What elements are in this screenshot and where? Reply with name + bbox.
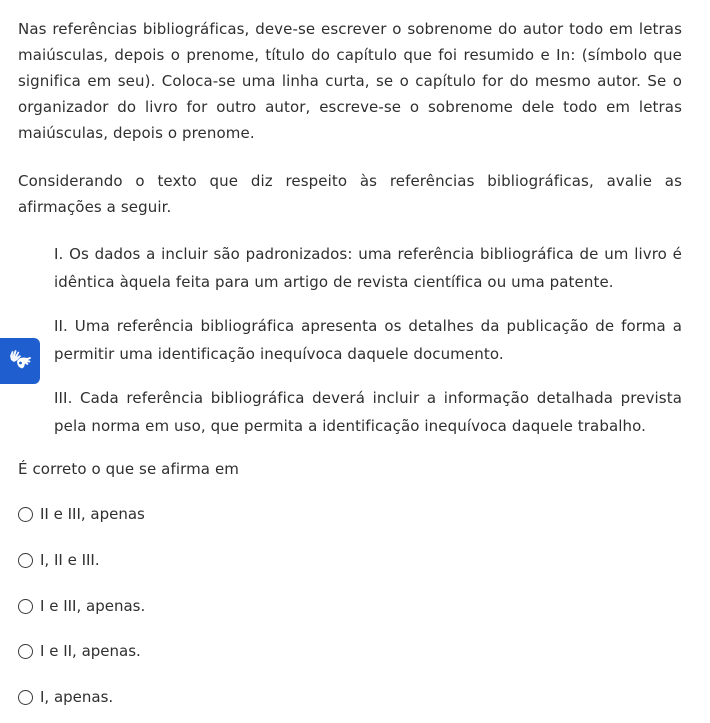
- statement-iii: III. Cada referência bibliográfica deverá incluir a informação detalhada prevista pela norma em uso, que permita a identificação inequívoca daquele trabalho.: [54, 389, 682, 435]
- question-instruction-text: Considerando o texto que diz respeito às referências bibliográficas, avalie as afirmações a seguir.: [18, 172, 682, 216]
- radio-button[interactable]: [18, 690, 33, 705]
- answer-option-e[interactable]: [18, 686, 113, 708]
- radio-button[interactable]: [18, 599, 33, 614]
- answer-option-label: I, II e III.: [40, 551, 100, 569]
- question-intro-text: Nas referências bibliográficas, deve-se escrever o sobrenome do autor todo em letras maiúsculas, depois o prenome, título do capítulo que foi resumido e In: (símbolo que significa em seu). Coloca-se uma linha curta, se o capítulo for do mesmo autor. Se o organizador do livro for outro autor, escreve-se o sobrenome dele todo em letras maiúsculas, depois o prenome.: [18, 20, 682, 142]
- statement-ii: II. Uma referência bibliográfica apresenta os detalhes da publicação de forma a permitir uma identificação inequívoca daquele documento.: [54, 317, 682, 363]
- answer-option-label: I e III, apenas.: [40, 597, 146, 615]
- answer-option-label: I e II, apenas.: [40, 642, 141, 660]
- answer-option-c[interactable]: [18, 595, 145, 617]
- radio-button[interactable]: [18, 644, 33, 659]
- answer-option-a[interactable]: [18, 503, 145, 525]
- answer-option-b[interactable]: [18, 549, 100, 571]
- statement-i: I. Os dados a incluir são padronizados: uma referência bibliográfica de um livro é idêntica àquela feita para um artigo de revista científica ou uma patente.: [54, 245, 682, 291]
- sign-language-hands-icon: [6, 347, 34, 375]
- answer-option-d[interactable]: [18, 640, 141, 662]
- vlibras-accessibility-button[interactable]: [0, 338, 40, 384]
- question-prompt: É correto o que se afirma em: [18, 460, 240, 478]
- radio-button[interactable]: [18, 507, 33, 522]
- answer-option-label: II e III, apenas: [40, 505, 145, 523]
- answer-option-label: I, apenas.: [40, 688, 114, 706]
- radio-button[interactable]: [18, 553, 33, 568]
